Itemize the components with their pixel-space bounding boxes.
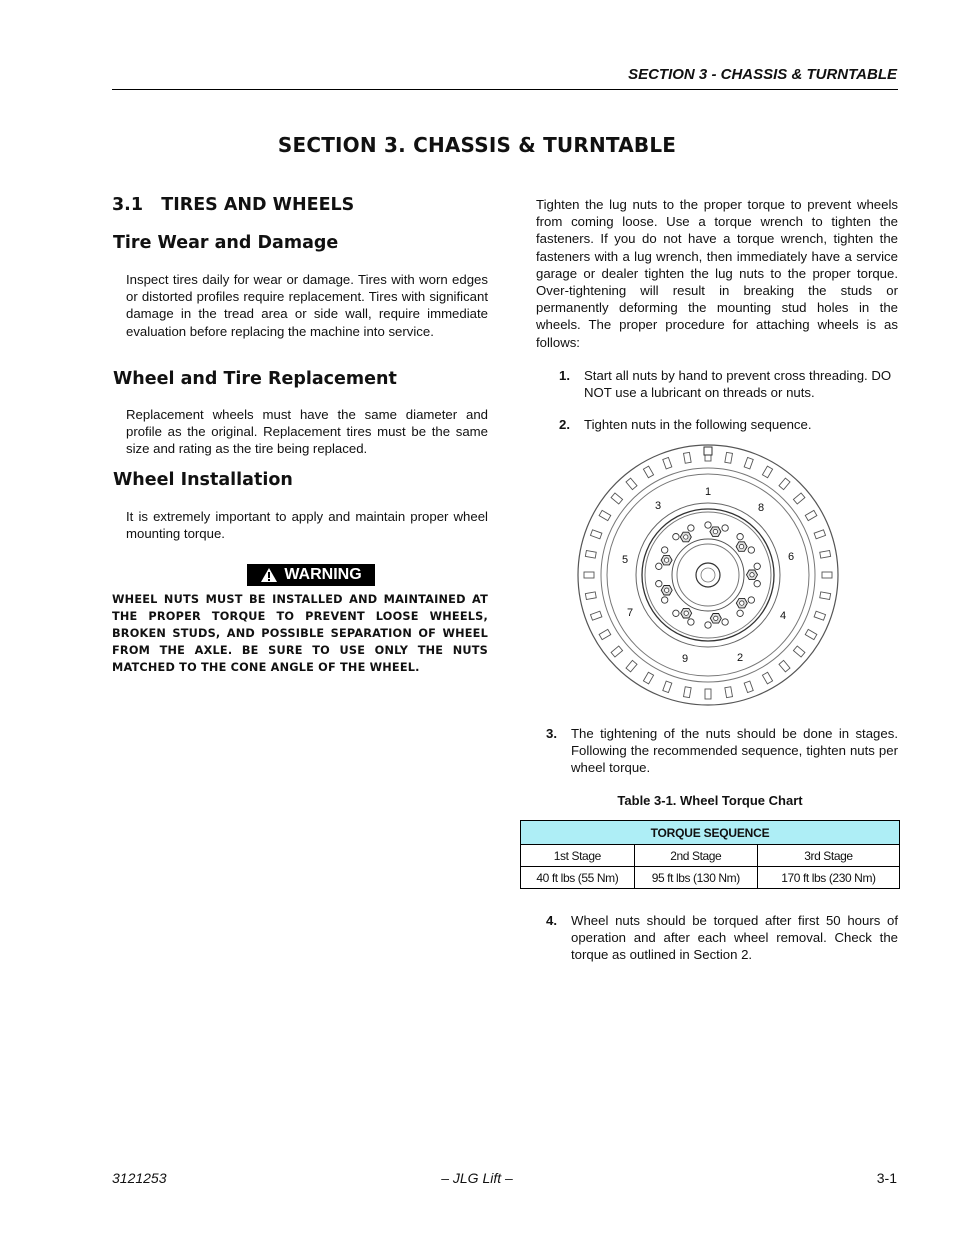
tread-block	[744, 457, 753, 468]
bolt	[656, 563, 662, 569]
bolt	[656, 581, 662, 587]
table-row	[521, 845, 900, 867]
tread-block	[762, 672, 772, 684]
tread-block	[599, 629, 611, 639]
lug-nuts	[656, 522, 761, 628]
lug-nut-center	[684, 535, 688, 539]
table-cell: 170 ft lbs (230 Nm)	[757, 867, 899, 889]
tread-block	[822, 572, 832, 578]
installation-body: It is extremely important to apply and maintain proper wheel mounting torque.	[126, 509, 488, 542]
table-column-header: 3rd Stage	[757, 845, 899, 867]
tread-block	[814, 530, 825, 539]
tread-block	[779, 660, 790, 672]
bolt	[673, 534, 679, 540]
tread-block	[814, 611, 825, 620]
bolt	[737, 610, 743, 616]
bolt	[748, 547, 754, 553]
warning-text: WHEEL NUTS MUST BE INSTALLED AND MAINTAINED AT THE PROPER TORQUE TO PREVENT LOOSE WHEELS, BROKEN STUDS, AND POSSIBLE SEPARATION OF WHEEL FROM THE AXLE. BE SURE TO USE ONLY THE NUTS MATCHED TO THE CONE ANGLE OF THE WHEEL.	[112, 593, 488, 674]
valve-stem	[704, 447, 712, 455]
tread-block	[805, 510, 817, 520]
tread-block	[643, 672, 653, 684]
replacement-heading: Wheel and Tire Replacement	[113, 369, 397, 389]
sequence-label-3: 3	[655, 500, 662, 512]
tire-wear-heading: Tire Wear and Damage	[113, 233, 339, 253]
step-number: 4.	[546, 913, 557, 928]
sequence-label-1: 1	[705, 486, 712, 498]
table-column-header: 2nd Stage	[634, 845, 757, 867]
bolt	[688, 619, 694, 625]
wheel-nut-sequence-figure	[577, 444, 839, 706]
running-header: SECTION 3 - CHASSIS & TURNTABLE	[628, 66, 897, 83]
bolt	[673, 610, 679, 616]
step-text: The tightening of the nuts should be done in stages. Following the recommended sequence, tighten nuts per wheel torque.	[571, 726, 898, 776]
bolt	[705, 622, 711, 628]
bolt	[722, 525, 728, 531]
installation-heading: Wheel Installation	[113, 470, 293, 490]
sequence-label-7: 7	[627, 607, 634, 619]
tread-block	[626, 660, 637, 672]
lug-nut-center	[713, 529, 717, 533]
lug-nut-center	[740, 601, 744, 605]
lug-nut-center	[664, 558, 668, 562]
tread-block	[762, 466, 772, 478]
torque-intro: Tighten the lug nuts to the proper torque to prevent wheels from coming loose. Use a torque wrench to tighten the fasteners. If you do not have a torque wrench, tighten the fasteners with a lug wrench, then immediately have a service garage or dealer tighten the lug nuts to the proper torque. Over-tightening will result in breaking the studs or permanently deforming the mounting stud holes in the wheels. The proper procedure for attaching wheels is as follows:	[536, 197, 898, 350]
doc-number: 3121253	[112, 1170, 167, 1186]
sequence-label-9: 9	[682, 653, 689, 665]
tread-block	[611, 493, 623, 504]
sequence-label-8: 8	[758, 502, 765, 514]
bolt	[662, 547, 668, 553]
warning-label	[247, 564, 375, 586]
footer-center: – JLG Lift –	[441, 1170, 513, 1186]
sequence-label-5: 5	[622, 554, 629, 566]
page-number: 3-1	[876, 1170, 897, 1186]
tread-block	[684, 452, 692, 463]
tread-block	[820, 551, 831, 559]
tread-block	[793, 493, 805, 504]
wheel-rim	[636, 503, 780, 647]
tread-block	[779, 478, 790, 490]
tread-block	[611, 646, 623, 657]
bolt	[662, 597, 668, 603]
sequence-label-2: 2	[737, 652, 744, 664]
tread-block	[820, 592, 831, 600]
replacement-body: Replacement wheels must have the same diameter and profile as the original. Replacement tires must be the same size and rating as the tire being replaced.	[126, 407, 488, 457]
step-number: 3.	[546, 726, 557, 741]
header-rule	[112, 89, 898, 90]
tread-block	[744, 681, 753, 692]
tread-block	[626, 478, 637, 490]
section-title: SECTION 3. CHASSIS & TURNTABLE	[277, 133, 677, 157]
lug-nut-center	[739, 544, 743, 548]
tire-outline	[578, 445, 838, 705]
bolt	[737, 534, 743, 540]
tread-block	[585, 551, 596, 559]
tread-block	[725, 687, 733, 698]
bolt	[722, 619, 728, 625]
table-cell: 95 ft lbs (130 Nm)	[634, 867, 757, 889]
warning-label-text: WARNING	[284, 566, 362, 583]
sequence-label-6: 6	[788, 551, 795, 563]
tread-block	[705, 689, 711, 699]
warning-triangle-icon	[260, 567, 278, 583]
lug-nut-center	[684, 611, 688, 615]
tread-block	[805, 629, 817, 639]
table-cell: 40 ft lbs (55 Nm)	[521, 867, 635, 889]
step-number: 2.	[559, 417, 570, 432]
tread-block	[725, 452, 733, 463]
lug-nut-center	[750, 573, 754, 577]
tread-block	[663, 681, 672, 692]
bolt	[748, 597, 754, 603]
bolt	[754, 563, 760, 569]
bolt	[705, 522, 711, 528]
step-text: Wheel nuts should be torqued after first 50 hours of operation and after each wheel removal. Check the torque as outlined in Section 2.	[571, 913, 898, 963]
torque-table	[520, 820, 900, 889]
bolt	[688, 525, 694, 531]
table-header: TORQUE SEQUENCE	[521, 821, 900, 845]
tread-block	[590, 611, 601, 620]
tread-block	[585, 592, 596, 600]
tread-block	[793, 646, 805, 657]
table-column-header: 1st Stage	[521, 845, 635, 867]
lug-nut-center	[714, 616, 718, 620]
sequence-label-4: 4	[780, 610, 787, 622]
section-3-1-heading: 3.1 TIRES AND WHEELS	[112, 195, 355, 215]
tread-block	[599, 510, 611, 520]
table-row	[521, 867, 900, 889]
tread-block	[684, 687, 692, 698]
bolt	[754, 581, 760, 587]
step-number: 1.	[559, 368, 570, 383]
step-text: Start all nuts by hand to prevent cross threading. DO NOT use a lubricant on threads or nuts.	[584, 368, 892, 401]
tire-wear-body: Inspect tires daily for wear or damage. Tires with worn edges or distorted profiles require replacement. Tires with significant damage in the tread area or side wall, require immediate evaluation before replacing the machine into service.	[126, 272, 488, 339]
lug-nut-center	[665, 588, 669, 592]
tread-block	[584, 572, 594, 578]
tread-block	[643, 466, 653, 478]
step-text: Tighten nuts in the following sequence.	[584, 417, 812, 432]
tread-block	[663, 457, 672, 468]
tread-block	[590, 530, 601, 539]
table-caption: Table 3-1. Wheel Torque Chart	[617, 793, 803, 808]
